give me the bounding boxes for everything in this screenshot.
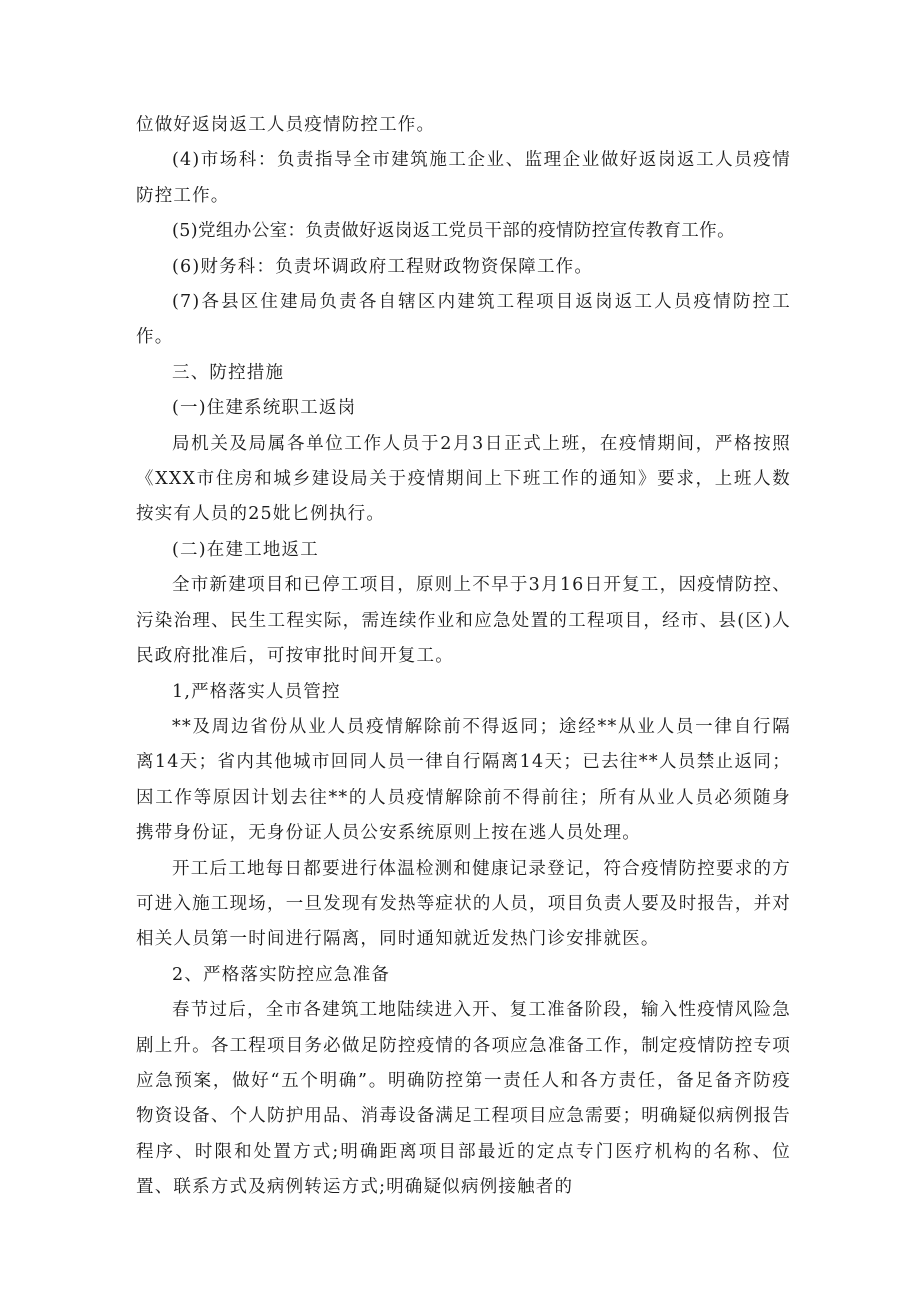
paragraph-3: (5)党组办公室：负责做好返岗返工党员干部的疫情防控宣传教育工作。: [172, 221, 735, 242]
paragraph-4: (6)财务科：负责坏调政府工程财政物资保障工作。: [172, 256, 594, 277]
paragraph-1: 位做好返岗返工人员疫情防控工作。: [136, 115, 436, 135]
paragraph-emergency-prep: 春节过后，全市各建筑工地陆续进入开、复工准备阶段，输入性疫情风险急剧上升。各工程项目务必做足防控疫情的各项应急准备工作，制定疫情防控专项应急预案，做好“五个明确”。明确防控第一责任人和各方责任，备足备齐防疫物资设备、个人防护用品、消毒设备满足工程项目应急需要；明确疑似病例报告程序、时限和处置方式;明确距离项目部最近的定点专门医疗机构的名称、位置、联系方式及病例转运方式;明确疑似病例接触者的: [136, 1000, 791, 1198]
paragraph-personnel-control: **及周边省份从业人员疫情解除前不得返同；途经**从业人员一律自行隔离14天；省内其他城市回同人员一律自行隔离14天；已去往**人员禁止返同；因工作等原因计划去往**的人员疫情解除前不得前往；所有从业人员必须随身携带身份证，无身份证人员公安系统原则上按在逃人员处理。: [136, 716, 791, 844]
subsection-heading-2: (二)在建工地返工: [172, 539, 319, 560]
item-heading-2: 2、严格落实防控应急准备: [172, 964, 391, 985]
paragraph-staff-return: 局机关及局属各单位工作人员于2月3日正式上班，在疫情期间，严格按照《XXX市住房和城乡建设局关于疫情期间上下班工作的通知》要求，上班人数按实有人员的25妣匕例执行。: [136, 433, 791, 525]
subsection-heading-1: (一)住建系统职工返岗: [172, 398, 357, 419]
document-body: [136, 108, 791, 1206]
paragraph-temperature-check: 开工后工地每日都要进行体温检测和健康记录登记，符合疫情防控要求的方可进入施工现场，一旦发现有发热等症状的人员，项目负责人要及时报告，并对相关人员第一时间进行隔离，同时通知就近发热门诊安排就医。: [136, 858, 791, 950]
paragraph-site-return: 全市新建项目和已停工项目，原则上不早于3月16日开复工，因疫情防控、污染治理、民生工程实际，需连续作业和应急处置的工程项目，经市、县(区)人民政府批准后，可按审批时间开复工。: [136, 575, 791, 667]
section-heading-3: 三、防控措施: [172, 362, 285, 383]
paragraph-2: (4)市场科：负责指导全市建筑施工企业、监理企业做好返岗返工人员疫情防控工作。: [136, 150, 791, 206]
item-heading-1: 1,严格落实人员管控: [172, 681, 341, 702]
paragraph-5: (7)各县区住建局负责各自辖区内建筑工程项目返岗返工人员疫情防控工作。: [136, 292, 791, 348]
